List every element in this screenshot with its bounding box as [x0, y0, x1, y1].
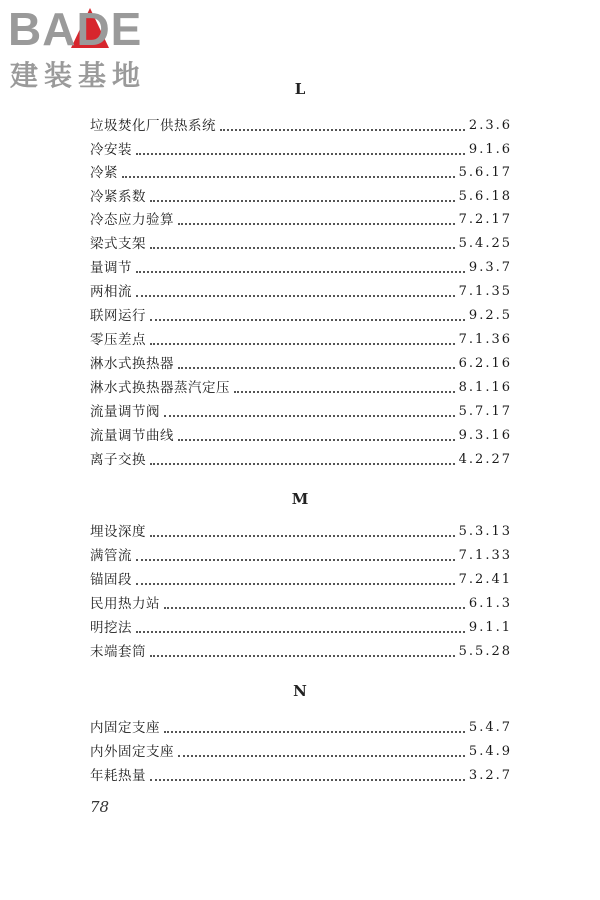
dot-leader	[150, 319, 465, 321]
clause-ref: 5.7.17	[458, 404, 512, 419]
index-term: 冷态应力验算	[90, 212, 174, 228]
index-term: 锚固段	[90, 572, 132, 588]
index-term: 量调节	[90, 260, 132, 276]
clause-ref: 5.4.9	[468, 744, 512, 759]
dot-leader	[150, 247, 455, 249]
index-term: 末端套筒	[90, 644, 146, 660]
dot-leader	[164, 415, 455, 417]
clause-ref: 5.4.25	[458, 236, 512, 251]
clause-ref: 5.4.7	[468, 720, 512, 735]
clause-ref: 3.2.7	[468, 768, 512, 783]
clause-ref: 6.1.3	[468, 596, 512, 611]
clause-ref: 9.3.7	[468, 260, 512, 275]
index-entry	[90, 640, 512, 662]
dot-leader	[136, 271, 465, 273]
index-term: 淋水式换热器	[90, 356, 174, 372]
dot-leader	[220, 129, 465, 131]
clause-ref: 5.3.13	[458, 524, 512, 539]
index-entry	[90, 304, 512, 326]
index-entry	[90, 520, 512, 542]
page-number: 78	[90, 798, 110, 816]
dot-leader	[178, 755, 465, 757]
index-entry	[90, 185, 512, 207]
index-entry	[90, 740, 512, 762]
index-entry	[90, 544, 512, 566]
index-entry	[90, 161, 512, 183]
index-term: 满管流	[90, 548, 132, 564]
index-entry	[90, 328, 512, 350]
logo-wordmark: BADE	[8, 3, 143, 55]
dot-leader	[178, 367, 455, 369]
clause-ref: 9.2.5	[468, 308, 512, 323]
section-heading-m: M	[291, 490, 309, 508]
dot-leader	[136, 631, 465, 633]
dot-leader	[164, 731, 465, 733]
index-term: 冷安装	[90, 142, 132, 158]
clause-ref: 4.2.27	[458, 452, 512, 467]
index-term: 离子交换	[90, 452, 146, 468]
index-entry	[90, 592, 512, 614]
clause-ref: 7.2.41	[458, 572, 512, 587]
index-term: 埋设深度	[90, 524, 146, 540]
index-term: 两相流	[90, 284, 132, 300]
index-term: 梁式支架	[90, 236, 146, 252]
dot-leader	[164, 607, 465, 609]
clause-ref: 8.1.16	[458, 380, 512, 395]
index-term: 流量调节曲线	[90, 428, 174, 444]
clause-ref: 7.1.35	[458, 284, 512, 299]
index-term: 内固定支座	[90, 720, 160, 736]
index-term: 垃圾焚化厂供热系统	[90, 118, 216, 134]
dot-leader	[234, 391, 455, 393]
index-term: 民用热力站	[90, 596, 160, 612]
index-term: 淋水式换热器蒸汽定压	[90, 380, 230, 396]
index-entry	[90, 280, 512, 302]
clause-ref: 7.1.33	[458, 548, 512, 563]
index-entry	[90, 232, 512, 254]
logo-subtitle: 建装基地	[10, 59, 147, 92]
clause-ref: 9.1.1	[468, 620, 512, 635]
index-entry	[90, 400, 512, 422]
index-entry	[90, 568, 512, 590]
clause-ref: 6.2.16	[458, 356, 512, 371]
index-term: 流量调节阀	[90, 404, 160, 420]
dot-leader	[122, 176, 455, 178]
index-entry	[90, 448, 512, 470]
clause-ref: 5.6.17	[458, 165, 512, 180]
dot-leader	[150, 463, 455, 465]
clause-ref: 7.1.36	[458, 332, 512, 347]
index-term: 内外固定支座	[90, 744, 174, 760]
clause-ref: 9.3.16	[458, 428, 512, 443]
index-entry	[90, 424, 512, 446]
index-entry	[90, 764, 512, 786]
section-heading-l: L	[294, 80, 306, 98]
dot-leader	[150, 779, 465, 781]
dot-leader	[150, 655, 455, 657]
dot-leader	[136, 559, 455, 561]
index-entry	[90, 716, 512, 738]
dot-leader	[136, 583, 455, 585]
index-term: 零压差点	[90, 332, 146, 348]
index-term: 年耗热量	[90, 768, 146, 784]
index-term: 明挖法	[90, 620, 132, 636]
clause-ref: 7.2.17	[458, 212, 512, 227]
dot-leader	[150, 535, 455, 537]
index-term: 联网运行	[90, 308, 146, 324]
clause-ref: 2.3.6	[468, 118, 512, 133]
index-entry	[90, 208, 512, 230]
index-entry	[90, 616, 512, 638]
clause-ref: 9.1.6	[468, 142, 512, 157]
index-entry	[90, 352, 512, 374]
index-entry	[90, 256, 512, 278]
index-entry	[90, 138, 512, 160]
index-term: 冷紧	[90, 165, 118, 181]
section-heading-n: N	[293, 682, 307, 700]
dot-leader	[150, 200, 455, 202]
dot-leader	[178, 223, 455, 225]
dot-leader	[136, 153, 465, 155]
clause-ref: 5.5.28	[458, 644, 512, 659]
dot-leader	[178, 439, 455, 441]
index-entry	[90, 114, 512, 136]
dot-leader	[136, 295, 455, 297]
index-entry	[90, 376, 512, 398]
clause-ref: 5.6.18	[458, 189, 512, 204]
index-term: 冷紧系数	[90, 189, 146, 205]
dot-leader	[150, 343, 455, 345]
